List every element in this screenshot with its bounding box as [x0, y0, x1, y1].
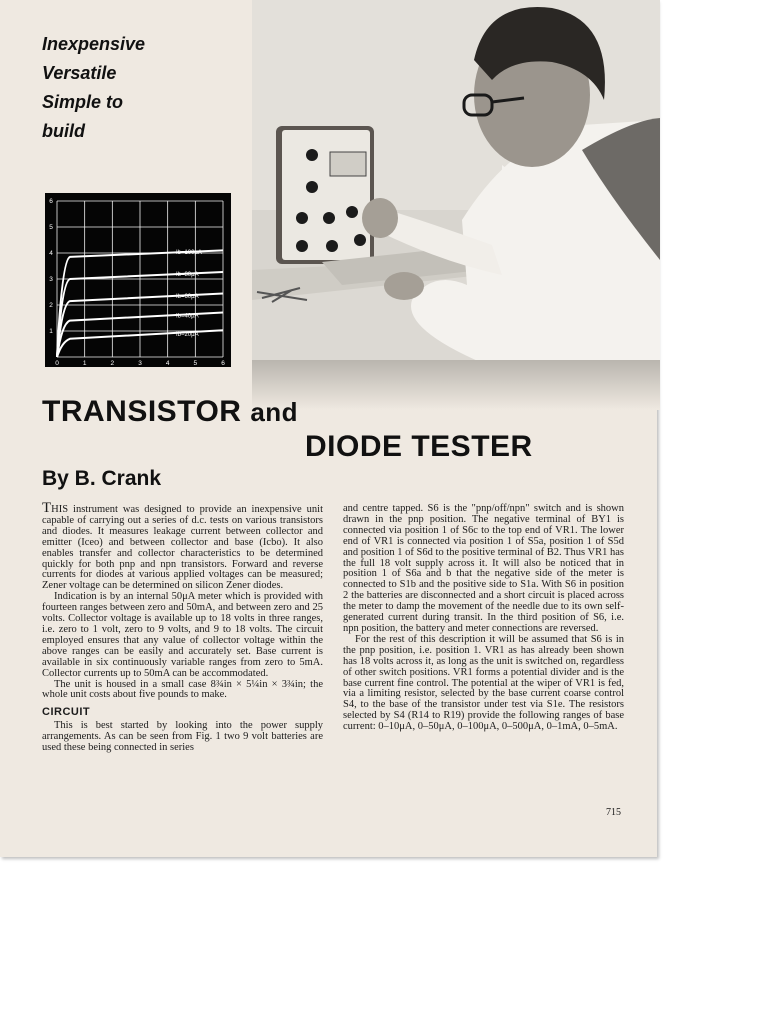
x-tick-label: 4: [165, 360, 170, 367]
headline-line-1: [42, 395, 298, 429]
characteristic-graph: [45, 193, 231, 367]
text-column-left: [42, 500, 323, 754]
paragraph: Indication is by an internal 50μA meter which is provided with fourteen ranges between zero and 50mA, and between zero and 25 volts. Collector voltage is available up to 18 volts in three ranges, i.e. zero to 1 volt, zero to 9 volts, and 9 to 18 volts. The circuit employed ensures that any value of collector voltage within the above ranges can be easily and accurately set. Base current is available in six continuously variable ranges from zero to 5mA. Collector currents up to 50mA can be accommodated.: [42, 591, 323, 679]
headline-transistor: TRANSISTOR: [42, 395, 242, 428]
photo-fade: [252, 360, 660, 410]
curve-label: Ib=20μA: [175, 331, 199, 338]
headline-line-2: DIODE TESTER: [305, 430, 533, 463]
y-tick-label: 3: [49, 276, 53, 283]
x-tick-label: 5: [193, 360, 198, 367]
paragraph-text: instrument was designed to provide an inexpensive unit capable of carrying out a series of d.c. tests on various transistors and diodes. It measures leakage current between collector and emitter (Iceo) and between collector and base (Icbo). It also enables transfer and collector characteristics to be determined quickly for both pnp and npn transistors. Forward and reverse currents for diodes at various applied voltages can be measured; Zener voltage can be determined on silicon Zener diodes.: [42, 504, 323, 592]
drop-cap: T: [42, 500, 52, 516]
small-caps-word: HIS: [51, 504, 69, 515]
tagline-line: Versatile: [42, 63, 117, 83]
y-tick-label: 1: [49, 328, 53, 335]
x-tick-label: 1: [82, 360, 87, 367]
tagline-line: Simple to: [42, 92, 124, 112]
paragraph: For the rest of this description it will be assumed that S6 is in the pnp position, i.e. position 1. VR1 as has already been shown has 18 volts across it, as long as the unit is switched on, regardless of other switch positions. VR1 forms a potential divider and is the base current fine control. The potential at the wiper of VR1 is fed, via a limiting resistor, selected by the base current coarse control S4, to the base of the transistor under test via S1e. The resistors selected by S4 (R14 to R19) provide the following ranges of base current: 0–10μA, 0–50μA, 0–100μA, 0–500μA, 0–1mA, 0–5mA.: [343, 633, 624, 733]
graph-svg: [45, 193, 231, 367]
y-tick-label: 2: [49, 302, 53, 309]
x-tick-label: 2: [110, 360, 115, 367]
y-tick-label: 6: [49, 198, 53, 205]
x-tick-label: 3: [138, 360, 142, 367]
page-number: 715: [606, 807, 621, 818]
paragraph: The unit is housed in a small case 8¾in × 5¼in × 3¾in; the whole unit costs about five pounds to make.: [42, 678, 323, 701]
curve-label: Ib=80μA: [175, 272, 199, 278]
curve-label: Ib=100μA: [175, 249, 202, 256]
y-tick-label: 4: [49, 250, 53, 257]
x-tick-label: 6: [221, 360, 225, 367]
section-heading: CIRCUIT: [42, 706, 91, 719]
headline-and: and: [250, 397, 299, 427]
tagline: [42, 30, 145, 146]
text-column-right: [343, 504, 624, 733]
x-tick-label: 0: [55, 360, 59, 367]
paragraph: [42, 500, 323, 592]
curve-label: Ib=60μA: [175, 294, 199, 301]
curve-label: Ib=40μA: [175, 313, 199, 320]
paragraph: and centre tapped. S6 is the "pnp/off/npn" switch and is shown drawn in the pnp position. The negative terminal of BY1 is connected via position 1 of S6c to the top end of VR1. The lower end of VR1 is connected via position 1 of S5a, position 1 of S5d and position 1 of S6d to the positive terminal of B2. Thus VR1 has the full 18 volt supply across it. It will also be noticed that in position 1 of S6a and b that the negative side of the meter is connected to S1b and the positive side to S1a. With S6 in position 2 the batteries are disconnected and a short circuit is placed across the meter to damp the movement of the needle due to its own self-generated current during transit. In the third position of S6, i.e. npn position, the battery and meter connections are reversed.: [343, 503, 624, 634]
photo-man-using-tester: [252, 0, 660, 367]
tagline-line: Inexpensive: [42, 34, 146, 54]
tagline-line: build: [42, 121, 85, 141]
y-tick-label: 5: [49, 224, 53, 231]
byline: By B. Crank: [42, 467, 162, 490]
paragraph: This is best started by looking into the power supply arrangements. As can be seen from Fig. 1 two 9 volt batteries are used these being connected in series: [42, 720, 323, 754]
